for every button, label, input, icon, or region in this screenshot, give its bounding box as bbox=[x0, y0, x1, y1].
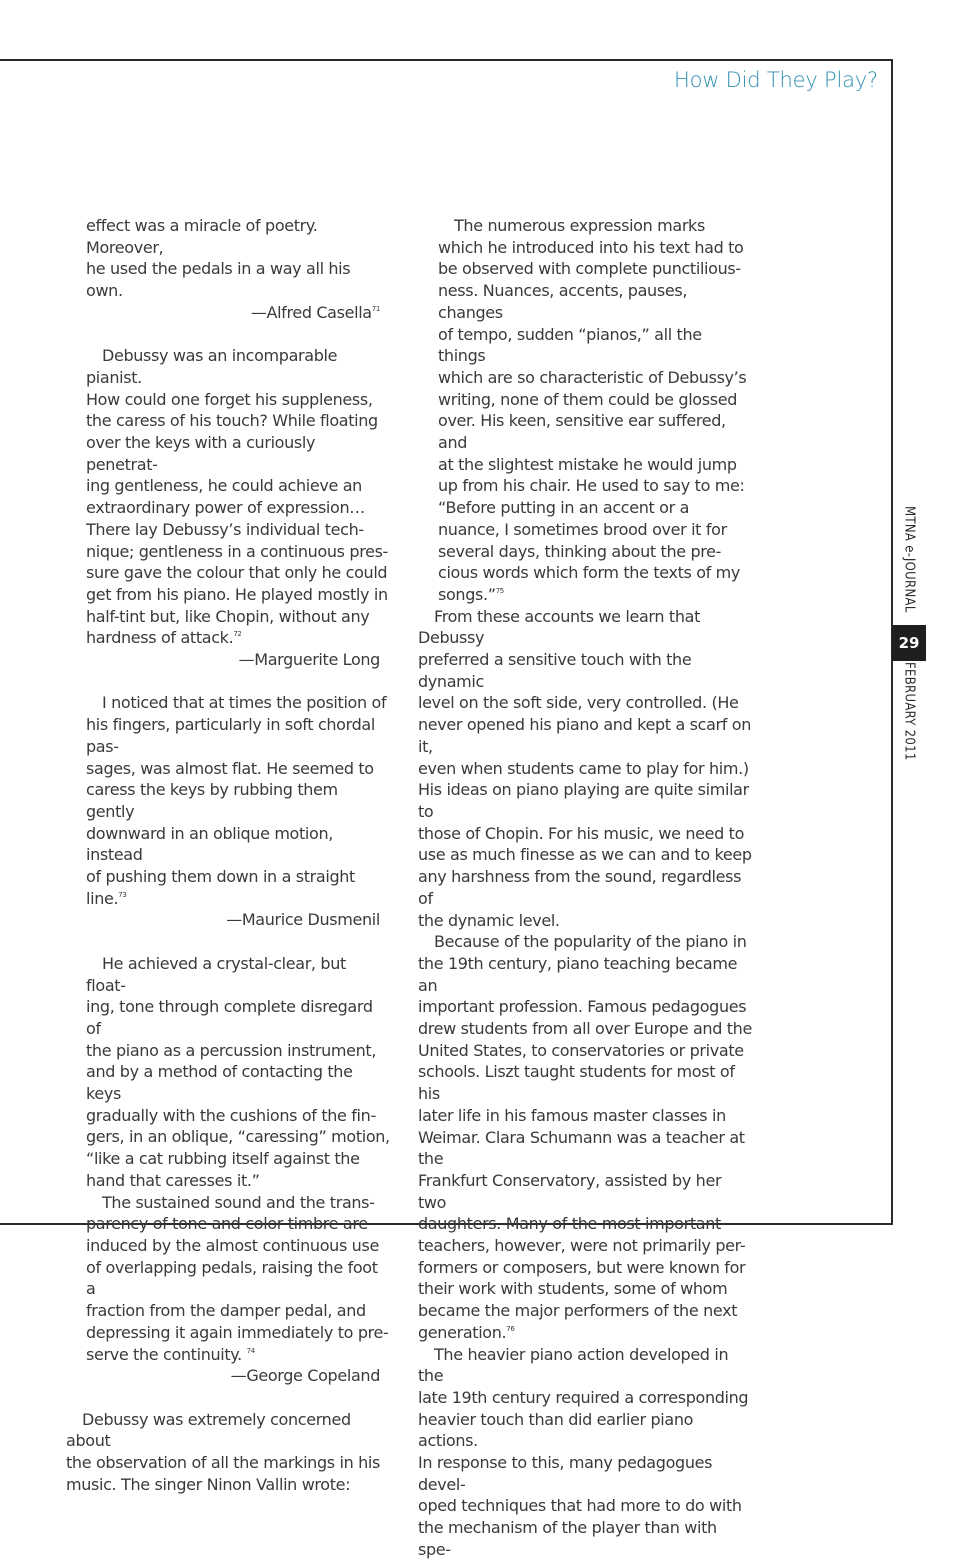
side-tab bbox=[892, 506, 926, 761]
text-line: depressing it again immediately to pre- bbox=[86, 1322, 389, 1342]
text-line: Weimar. Clara Schumann was a teacher at the bbox=[418, 1127, 745, 1169]
running-title: How Did They Play? bbox=[673, 68, 878, 92]
text-line: parency of tone and color timbre are bbox=[86, 1214, 368, 1234]
text-fragment: hardness of attack. bbox=[86, 628, 234, 648]
text-line: late 19th century required a corresponding bbox=[418, 1387, 749, 1407]
text-line: over the keys with a curiously penetrat- bbox=[86, 433, 316, 474]
text-line: drew students from all over Europe and the bbox=[418, 1019, 752, 1039]
left-column bbox=[66, 215, 390, 1495]
text-line: the piano as a percussion instrument, bbox=[86, 1040, 377, 1060]
quote-attribution: —Maurice Dusmenil bbox=[226, 910, 380, 930]
journal-name: MTNA e-JOURNAL bbox=[901, 506, 917, 613]
text-line: caress the keys by rubbing them gently bbox=[86, 780, 338, 821]
text-line bbox=[86, 1344, 390, 1366]
text-line: preferred a sensitive touch with the dynamic bbox=[418, 650, 692, 691]
text-line: level on the soft side, very controlled. (He bbox=[418, 693, 739, 713]
text-line: important profession. Famous pedagogues bbox=[418, 997, 747, 1017]
footnote-ref: 74 bbox=[246, 1346, 255, 1355]
text-line: of tempo, sudden “pianos,” all the things bbox=[438, 324, 702, 366]
text-line: The numerous expression marks bbox=[454, 216, 705, 235]
text-line: He achieved a crystal-clear, but float- bbox=[86, 953, 346, 995]
quote-long bbox=[86, 345, 390, 671]
text-line: never opened his piano and kept a scarf on it, bbox=[418, 715, 752, 756]
footnote-ref: 76 bbox=[506, 1324, 515, 1333]
text-line: the mechanism of the player than with spe- bbox=[418, 1518, 717, 1559]
text-line: the observation of all the markings in his bbox=[66, 1453, 380, 1473]
text-line bbox=[86, 866, 390, 909]
text-line: of overlapping pedals, raising the foot a bbox=[86, 1257, 378, 1299]
quote-copeland bbox=[86, 953, 390, 1387]
text-line: the dynamic level. bbox=[418, 910, 560, 930]
text-line: The heavier piano action developed in the bbox=[418, 1344, 729, 1386]
text-line: became the major performers of the next bbox=[418, 1301, 738, 1321]
text-line: gradually with the cushions of the fin- bbox=[86, 1105, 376, 1125]
text-line: schools. Liszt taught students for most of his bbox=[418, 1062, 735, 1104]
text-line bbox=[86, 627, 390, 649]
text-line: downward in an oblique motion, instead bbox=[86, 823, 333, 865]
text-line bbox=[438, 584, 753, 606]
text-line: daughters. Many of the most important bbox=[418, 1214, 721, 1234]
text-line: music. The singer Ninon Vallin wrote: bbox=[66, 1474, 351, 1494]
attribution-name: —Alfred Casella bbox=[250, 302, 372, 322]
text-line: use as much finesse as we can and to keep bbox=[418, 845, 752, 865]
text-line: effect was a miracle of poetry. Moreover, bbox=[86, 216, 318, 257]
text-line: Frankfurt Conservatory, assisted by her two bbox=[418, 1170, 722, 1212]
text-line: Debussy was an incomparable pianist. bbox=[86, 346, 338, 387]
text-line: at the slightest mistake he would jump bbox=[438, 454, 737, 474]
text-line: formers or composers, but were known for bbox=[418, 1257, 746, 1277]
text-line: hand that caresses it.” bbox=[86, 1170, 260, 1190]
text-line bbox=[418, 1322, 753, 1344]
page-frame-top bbox=[0, 59, 893, 61]
text-line: and by a method of contacting the keys bbox=[86, 1062, 353, 1104]
text-line: Debussy was extremely concerned about bbox=[66, 1409, 351, 1451]
right-column bbox=[418, 215, 753, 1561]
text-fragment: serve the continuity. bbox=[86, 1344, 247, 1364]
text-line: several days, thinking about the pre- bbox=[438, 541, 722, 561]
text-line: half-tint but, like Chopin, without any bbox=[86, 606, 370, 626]
text-line: induced by the almost continuous use bbox=[86, 1236, 379, 1255]
text-line: which are so characteristic of Debussy’s bbox=[438, 367, 747, 387]
page-number: 29 bbox=[892, 625, 926, 661]
text-line: cious words which form the texts of my bbox=[438, 563, 741, 583]
text-line: even when students came to play for him.) bbox=[418, 758, 749, 778]
text-line: later life in his famous master classes in bbox=[418, 1105, 726, 1125]
text-line: There lay Debussy’s individual tech- bbox=[86, 519, 364, 539]
text-line: I noticed that at times the position of bbox=[102, 693, 387, 713]
text-line: In response to this, many pedagogues devel- bbox=[418, 1453, 713, 1494]
text-line: How could one forget his suppleness, bbox=[86, 389, 373, 409]
text-line: nique; gentleness in a continuous pres- bbox=[86, 541, 388, 561]
text-line: sages, was almost flat. He seemed to bbox=[86, 758, 374, 778]
text-line: The sustained sound and the trans- bbox=[102, 1192, 375, 1212]
text-line: oped techniques that had more to do with bbox=[418, 1496, 742, 1516]
text-line: United States, to conservatories or private bbox=[418, 1040, 744, 1060]
body-paragraph bbox=[418, 1344, 753, 1561]
text-line: ing gentleness, he could achieve an bbox=[86, 476, 362, 496]
quote-vallin bbox=[438, 215, 753, 606]
text-fragment: songs.” bbox=[438, 584, 496, 604]
text-line: From these accounts we learn that Debussy bbox=[418, 606, 700, 648]
text-line: those of Chopin. For his music, we need to bbox=[418, 823, 745, 843]
issue-date: FEBRUARY 2011 bbox=[901, 662, 917, 761]
text-line: His ideas on piano playing are quite similar to bbox=[418, 780, 749, 821]
text-line: the 19th century, piano teaching became an bbox=[418, 953, 738, 995]
text-line: ing, tone through complete disregard of bbox=[86, 997, 373, 1038]
text-line: over. His keen, sensitive ear suffered, and bbox=[438, 411, 726, 453]
text-line: get from his piano. He played mostly in bbox=[86, 584, 388, 604]
text-line: writing, none of them could be glossed bbox=[438, 389, 737, 409]
text-line: extraordinary power of expression… bbox=[86, 498, 365, 518]
quote-attribution: —George Copeland bbox=[230, 1366, 380, 1386]
text-line: any harshness from the sound, regardless of bbox=[418, 867, 742, 908]
body-paragraph bbox=[66, 1409, 390, 1496]
quote-attribution bbox=[86, 302, 390, 324]
text-line: up from his chair. He used to say to me: bbox=[438, 476, 745, 496]
quote-casella bbox=[86, 215, 390, 324]
text-line: Because of the popularity of the piano in bbox=[434, 932, 747, 952]
text-fragment: generation. bbox=[418, 1322, 507, 1342]
body-paragraph bbox=[418, 931, 753, 1343]
footnote-ref: 75 bbox=[495, 586, 504, 595]
quote-dusmenil bbox=[86, 692, 390, 931]
footnote-ref: 72 bbox=[233, 630, 242, 639]
text-line: fraction from the damper pedal, and bbox=[86, 1301, 366, 1321]
text-line: “like a cat rubbing itself against the bbox=[86, 1149, 360, 1169]
text-fragment: of pushing them down in a straight line. bbox=[86, 867, 355, 908]
text-line: nuance, I sometimes brood over it for bbox=[438, 519, 727, 539]
text-line: be observed with complete punctilious- bbox=[438, 259, 741, 279]
text-line: teachers, however, were not primarily per- bbox=[418, 1236, 746, 1256]
text-line: sure gave the colour that only he could bbox=[86, 563, 388, 583]
text-line: ness. Nuances, accents, pauses, changes bbox=[438, 281, 688, 322]
text-line: “Before putting in an accent or a bbox=[438, 498, 690, 518]
body-paragraph bbox=[418, 606, 753, 932]
text-line: he used the pedals in a way all his own. bbox=[86, 259, 351, 301]
text-line: which he introduced into his text had to bbox=[438, 237, 744, 257]
text-line: the caress of his touch? While floating bbox=[86, 411, 378, 431]
text-line: his fingers, particularly in soft chordal pas- bbox=[86, 715, 375, 756]
text-line: heavier touch than did earlier piano actions. bbox=[418, 1409, 694, 1451]
quote-attribution: —Marguerite Long bbox=[238, 650, 380, 670]
text-line: their work with students, some of whom bbox=[418, 1279, 728, 1299]
footnote-ref: 73 bbox=[118, 890, 127, 899]
text-line: gers, in an oblique, “caressing” motion, bbox=[86, 1127, 390, 1147]
footnote-ref: 71 bbox=[371, 304, 380, 313]
